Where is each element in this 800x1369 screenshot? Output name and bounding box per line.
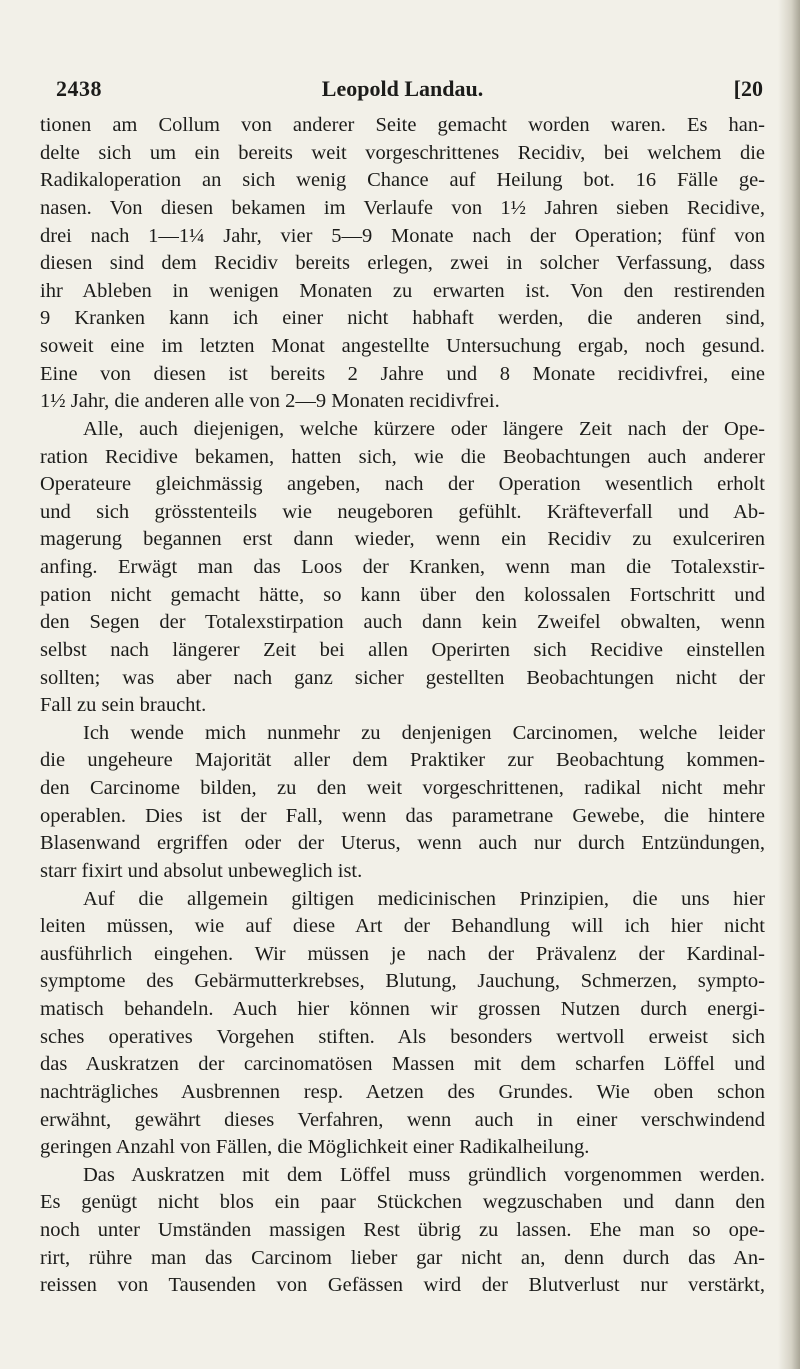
text-line: matisch behandeln. Auch hier können wir grossen Nutzen durch energi- <box>40 998 765 1020</box>
text-line: Ich wende mich nunmehr zu denjenigen Carcinomen, welche leider <box>83 721 765 744</box>
running-head: Leopold Landau. <box>321 76 484 101</box>
page-header <box>40 70 765 110</box>
text-line: rirt, rühre man das Carcinom lieber gar nicht an, denn durch das An- <box>40 1246 765 1269</box>
text-line: tionen am Collum von anderer Seite gemacht worden waren. Es han- <box>40 114 765 136</box>
text-line: delte sich um ein bereits weit vorgeschrittenes Recidiv, bei welchem die <box>40 141 765 164</box>
text-line: symptome des Gebärmutterkrebses, Blutung, Jauchung, Schmerzen, sympto- <box>40 970 765 993</box>
text-line: Das Auskratzen mit dem Löffel muss gründlich vorgenommen werden. <box>83 1163 765 1186</box>
text-line: nachträgliches Ausbrennen resp. Aetzen des Grundes. Wie oben schon <box>40 1080 765 1103</box>
text-line: operablen. Dies ist der Fall, wenn das parametrane Gewebe, die hintere <box>40 804 765 827</box>
text-line: und sich grösstenteils wie neugeboren gefühlt. Kräfteverfall und Ab- <box>40 500 765 523</box>
text-line: ration Recidive bekamen, hatten sich, wie die Beobachtungen auch anderer <box>40 445 765 468</box>
text-line: soweit eine im letzten Monat angestellte Untersuchung ergab, noch gesund. <box>40 335 765 357</box>
text-line: starr fixirt und absolut unbeweglich ist. <box>40 859 363 882</box>
text-line: den Carcinome bilden, zu den weit vorgeschrittenen, radikal nicht mehr <box>40 777 765 799</box>
text-line: magerung begannen erst dann wieder, wenn ein Recidiv zu exulceriren <box>40 528 765 551</box>
text-line: Fall zu sein braucht. <box>40 694 207 717</box>
text-line: sollten; was aber nach ganz sicher gestellten Beobachtungen nicht der <box>40 666 765 689</box>
text-line: Eine von diesen ist bereits 2 Jahre und 8 Monate recidivfrei, eine <box>40 362 765 385</box>
text-line: Blasenwand ergriffen oder der Uterus, wenn auch nur durch Entzündungen, <box>40 832 765 855</box>
text-line: anfing. Erwägt man das Loos der Kranken, wenn man die Totalexstir- <box>40 556 765 578</box>
text-line: ihr Ableben in wenigen Monaten zu erwarten ist. Von den restirenden <box>40 279 765 302</box>
text-line: erwähnt, gewährt dieses Verfahren, wenn auch in einer verschwindend <box>40 1108 765 1131</box>
text-line: Alle, auch diejenigen, welche kürzere oder längere Zeit nach der Ope- <box>83 417 765 440</box>
text-line: diesen sind dem Recidiv bereits erlegen, zwei in solcher Verfassung, dass <box>40 252 765 275</box>
text-line: 9 Kranken kann ich einer nicht habhaft werden, die anderen sind, <box>40 307 765 330</box>
body-text <box>40 112 765 1300</box>
text-line: reissen von Tausenden von Gefässen wird der Blutverlust nur verstärkt, <box>40 1274 765 1297</box>
text-line: pation nicht gemacht hätte, so kann über den kolossalen Fortschritt und <box>40 583 765 606</box>
text-line: ausführlich eingehen. Wir müssen je nach der Prävalenz der Kardinal- <box>40 942 765 965</box>
text-line: nasen. Von diesen bekamen im Verlaufe von 1½ Jahren sieben Recidive, <box>40 196 765 219</box>
page-number: 2438 <box>56 76 102 101</box>
text-line: leiten müssen, wie auf diese Art der Behandlung will ich hier nicht <box>40 915 765 938</box>
text-line: den Segen der Totalexstirpation auch dann kein Zweifel obwalten, wenn <box>40 611 765 634</box>
text-line: geringen Anzahl von Fällen, die Möglichkeit einer Radikalheilung. <box>40 1136 590 1159</box>
section-reference: [20 <box>733 76 763 101</box>
text-line: Radikaloperation an sich wenig Chance auf Heilung bot. 16 Fälle ge- <box>40 169 765 192</box>
text-line: das Auskratzen der carcinomatösen Massen mit dem scharfen Löffel und <box>40 1053 765 1076</box>
text-line: selbst nach längerer Zeit bei allen Operirten sich Recidive einstellen <box>40 638 765 661</box>
page-edge-shadow <box>778 0 800 1369</box>
text-line: Es genügt nicht blos ein paar Stückchen wegzuschaben und dann den <box>40 1191 765 1214</box>
text-line: Operateure gleichmässig angeben, nach der Operation wesentlich erholt <box>40 473 765 496</box>
text-line: die ungeheure Majorität aller dem Praktiker zur Beobachtung kommen- <box>40 749 765 772</box>
text-line: 1½ Jahr, die anderen alle von 2—9 Monaten recidivfrei. <box>40 390 500 413</box>
text-line: drei nach 1—1¼ Jahr, vier 5—9 Monate nach der Operation; fünf von <box>40 224 765 247</box>
text-line: noch unter Umständen massigen Rest übrig zu lassen. Ehe man so ope- <box>40 1219 765 1241</box>
text-line: sches operatives Vorgehen stiften. Als besonders wertvoll erweist sich <box>40 1025 765 1048</box>
text-line: Auf die allgemein giltigen medicinischen Prinzipien, die uns hier <box>83 887 765 910</box>
